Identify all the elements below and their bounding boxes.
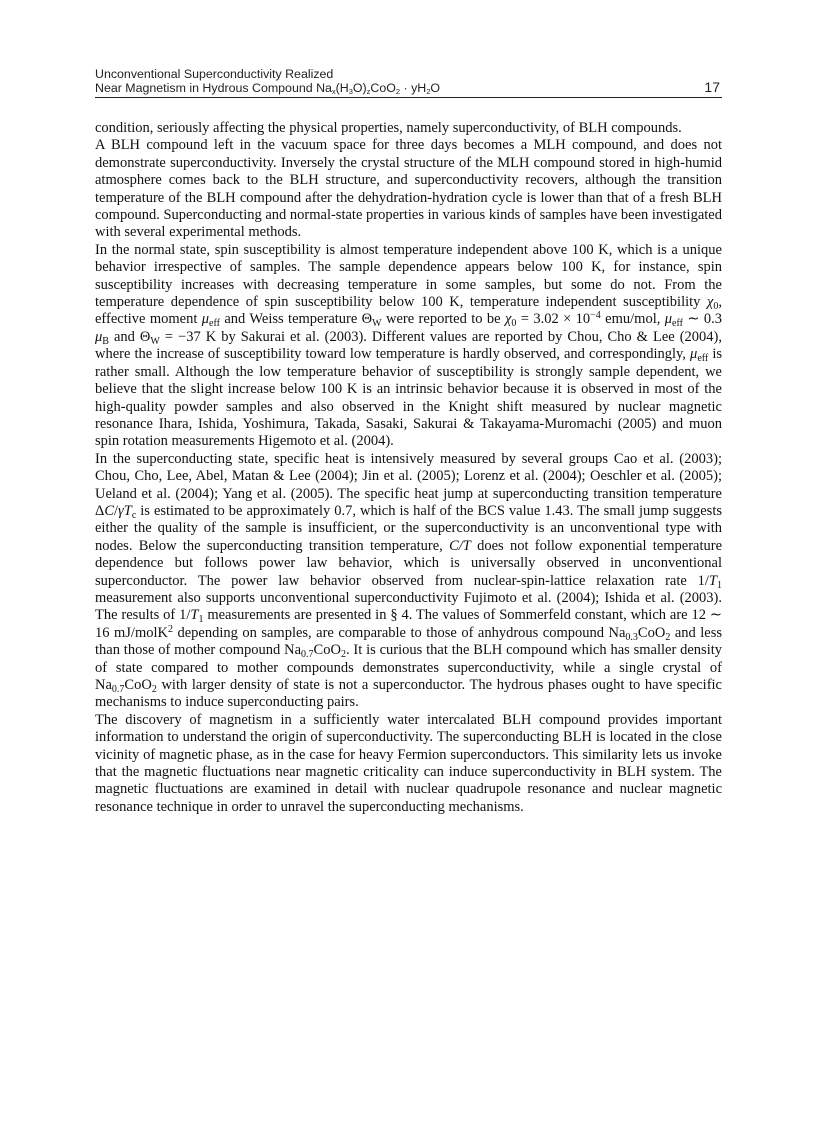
paragraph-2: A BLH compound left in the vacuum space for three days becomes a MLH compound, and does not demonstrate superconductivity. Inversely the crystal structure of the MLH compound stored in high-humid atmosphere comes back to the BLH structure, and superconductivity recovers, although the transition temperature of the BLH compound after the dehydration-hydration cycle is lower than that of a fresh BLH compound. Superconducting and normal-state properties in various kinds of samples have been investigated with several experimental methods. bbox=[95, 137, 722, 241]
paragraph-3: In the normal state, spin susceptibility is almost temperature independent above 100 K, which is a unique behavior irrespective of samples. The sample dependence appears below 100 K, for instance, spin susceptibility increases with decreasing temperature in some samples, but some do not. From the temperature dependence of spin susceptibility below 100 K, temperature independent susceptibility $\chi_0$, effective moment $\mu_{eff}$ and Weiss temperature $\Theta_W$ were reported to be $\chi_0 = 3.02 \times 10^{-4}$ emu/mol, $\mu_{eff}$ ∼ 0.3 $\mu_B$ and $\Theta_W = -37$ K by Sakurai et al. (2003). Different values are reported by Chou, Cho & Lee (2004), where the increase of susceptibility toward low temperature is hardly observed, and correspondingly, $\mu_{eff}$ is rather small. Although the low temperature behavior of susceptibility is strongly sample dependent, we believe that the slight increase below 100 K is an intrinsic behavior because it is observed in most of the high-quality powder samples and also observed in the Knight shift measured by nuclear magnetic resonance Ihara, Ishida, Yoshimura, Takada, Sasaki, Sakurai & Takayama-Muromachi (2005) and muon spin rotation measurements Higemoto et al. (2004). bbox=[95, 241, 722, 450]
body-text bbox=[95, 120, 722, 816]
page-number: 17 bbox=[704, 79, 720, 95]
paragraph-5: The discovery of magnetism in a sufficiently water intercalated BLH compound provides important information to understand the origin of superconductivity. The superconducting BLH is located in the close vicinity of magnetic phase, as in the case for heavy Fermion superconductors. This similarity lets us invoke that the magnetic fluctuations near magnetic criticality can induce superconductivity in BLH system. The magnetic fluctuations are examined in detail with nuclear quadrupole resonance and nuclear magnetic resonance technique in order to unravel the superconducting mechanisms. bbox=[95, 711, 722, 815]
header-title-line2: Near Magnetism in Hydrous Compound $Na_x(H_3O)_zCoO_2 \cdot yH_2O$ bbox=[95, 81, 441, 96]
header-title-line1: Unconventional Superconductivity Realized bbox=[95, 67, 334, 81]
paragraph-4: In the superconducting state, specific heat is intensively measured by several groups Cao et al. (2003); Chou, Cho, Lee, Abel, Matan & Lee (2004); Jin et al. (2005); Lorenz et al. (2004); Oeschler et al. (2005); Ueland et al. (2004); Yang et al. (2005). The specific heat jump at superconducting transition temperature $\Delta C/\gamma T_c$ is estimated to be approximately 0.7, which is half of the BCS value 1.43. The small jump suggests either the quality of the sample is insufficient, or the superconductivity is an unconventional type with nodes. Below the superconducting transition temperature, C/T does not follow exponential temperature dependence but follows power law behavior, which is universally observed in unconventional superconductor. The power law behavior observed from nuclear-spin-lattice relaxation rate $1/T_1$ measurement also supports unconventional superconductivity Fujimoto et al. (2004); Ishida et al. (2003). The results of $1/T_1$ measurements are presented in § 4. The values of Sommerfeld constant, which are 12 ∼ 16 mJ/molK$^2$ depending on samples, are comparable to those of anhydrous compound $Na_{0.3}CoO_2$ and less than those of mother compound $Na_{0.7}CoO_2$. It is curious that the BLH compound which has smaller density of state compared to mother compounds demonstrates superconductivity, while a single crystal of $Na_{0.7}CoO_2$ with larger density of state is not a superconductor. The hydrous phases ought to have specific mechanisms to induce superconducting pairs. bbox=[95, 450, 723, 711]
running-header bbox=[95, 67, 722, 98]
paragraph-1: condition, seriously affecting the physical properties, namely superconductivity, of BLH compounds. bbox=[95, 120, 682, 136]
